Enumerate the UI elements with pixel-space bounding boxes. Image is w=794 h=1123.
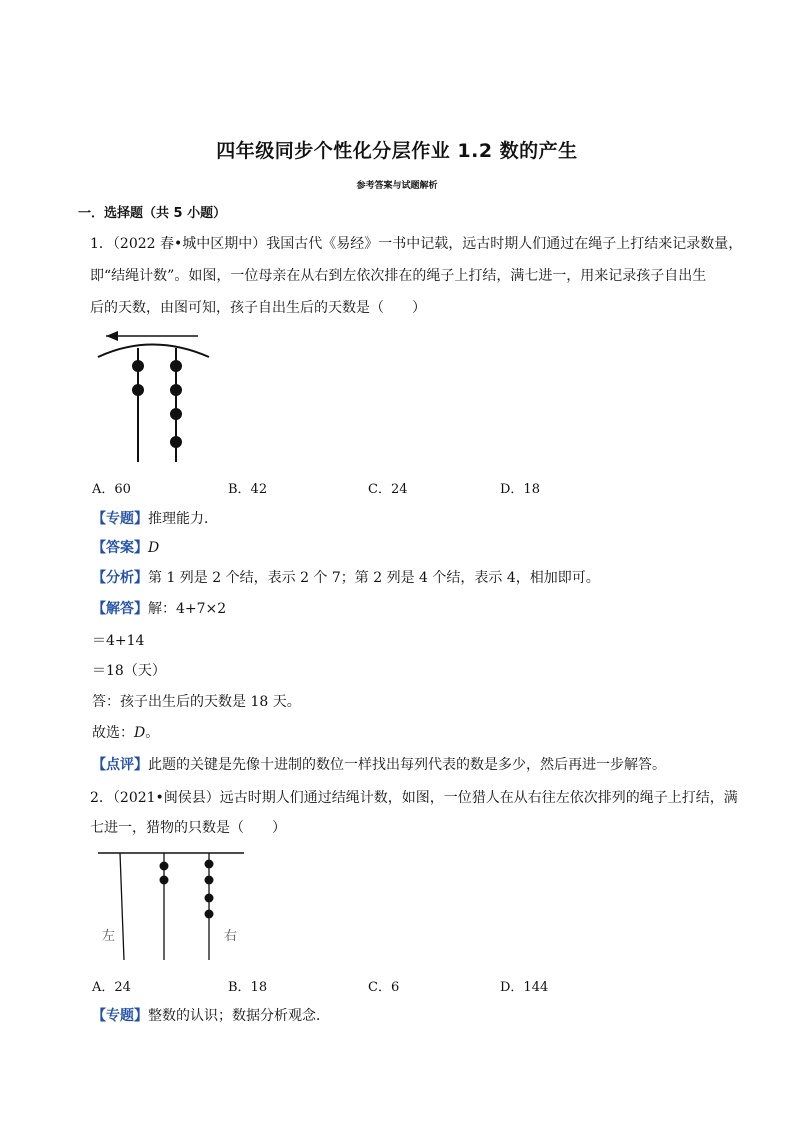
rope-left (120, 853, 124, 960)
q1-option-a[interactable]: A．60 (92, 482, 131, 497)
q1-choice (92, 723, 159, 743)
q2-option-c[interactable]: C．6 (368, 980, 400, 995)
topic-text: 推理能力． (148, 511, 218, 527)
q2-topic (92, 1006, 330, 1026)
direction-arrow-head (106, 331, 118, 341)
knot (170, 408, 182, 420)
q1-stem-line3: 后的天数，由图可知，孩子自出生后的天数是（ ） (90, 300, 426, 316)
knot (205, 910, 214, 919)
q1-topic (92, 509, 218, 529)
q2-option-b[interactable]: B．18 (228, 980, 268, 995)
q2-stem-line2: 七进一，猎物的只数是（ ） (90, 820, 286, 836)
solution-tag: 【解答】 (92, 601, 148, 617)
knot (170, 436, 182, 448)
knot (160, 862, 169, 871)
knot (160, 876, 169, 885)
q1-stem-line1: 1．（2022 春•城中区期中）我国古代《易经》一书中记载，远古时期人们通过在绳子上打结来记录数量， (90, 236, 743, 252)
topic-text: 整数的认识；数据分析观念． (148, 1008, 330, 1024)
q1-option-c[interactable]: C．24 (368, 482, 408, 497)
q1-stem-line2: 即“结绳计数”。如图，一位母亲在从右到左依次排在的绳子上打结，满七进一，用来记录孩子自出生 (90, 268, 707, 284)
main-rope (98, 345, 209, 358)
page-subtitle: 参考答案与试题解析 (356, 181, 438, 191)
knot (170, 360, 182, 372)
q1-option-d[interactable]: D．18 (500, 482, 540, 497)
q1-answer (92, 538, 159, 558)
solution-text: 解：4+7×2 (148, 601, 227, 617)
analysis-text: 第 1 列是 2 个结，表示 2 个 7；第 2 列是 4 个结，表示 4，相加即可。 (148, 570, 600, 586)
analysis-tag: 【分析】 (92, 570, 148, 586)
page-title: 四年级同步个性化分层作业 1.2 数的产生 (216, 140, 578, 162)
choice-prefix: 故选： (92, 725, 134, 741)
knot (132, 384, 144, 396)
choice-suffix: 。 (145, 725, 160, 741)
knot (170, 384, 182, 396)
topic-tag: 【专题】 (92, 1008, 148, 1024)
q1-step1: ＝4+14 (92, 633, 145, 649)
topic-tag: 【专题】 (92, 511, 148, 527)
comment-text: 此题的关键是先像十进制的数位一样找出每列代表的数是多少，然后再进一步解答。 (148, 757, 666, 773)
answer-text: D (148, 540, 160, 556)
knot (132, 360, 144, 372)
section-heading: 一．选择题（共 5 小题） (78, 206, 227, 221)
q1-solution (92, 599, 226, 619)
q1-step2: ＝18（天） (92, 663, 166, 679)
q1-analysis (92, 568, 600, 588)
q1-option-b[interactable]: B．42 (228, 482, 268, 497)
q1-reply: 答：孩子出生后的天数是 18 天。 (92, 694, 301, 710)
q2-option-d[interactable]: D．144 (500, 980, 549, 995)
q2-stem-line1: 2．（2021•闽侯县）远古时期人们通过结绳计数，如图，一位猎人在从右往左依次排列的绳子上打结，满 (90, 790, 738, 806)
q2-option-a[interactable]: A．24 (92, 980, 131, 995)
q1-comment (92, 755, 666, 775)
comment-tag: 【点评】 (92, 757, 148, 773)
knot (205, 894, 214, 903)
knot (205, 876, 214, 885)
q2-knot-figure (96, 848, 246, 966)
q1-knot-figure (92, 326, 217, 466)
knot (205, 860, 214, 869)
choice-letter: D (134, 725, 146, 741)
figure-label-left: 左 (102, 929, 116, 944)
figure-label-right: 右 (224, 929, 238, 944)
answer-tag: 【答案】 (92, 540, 148, 556)
